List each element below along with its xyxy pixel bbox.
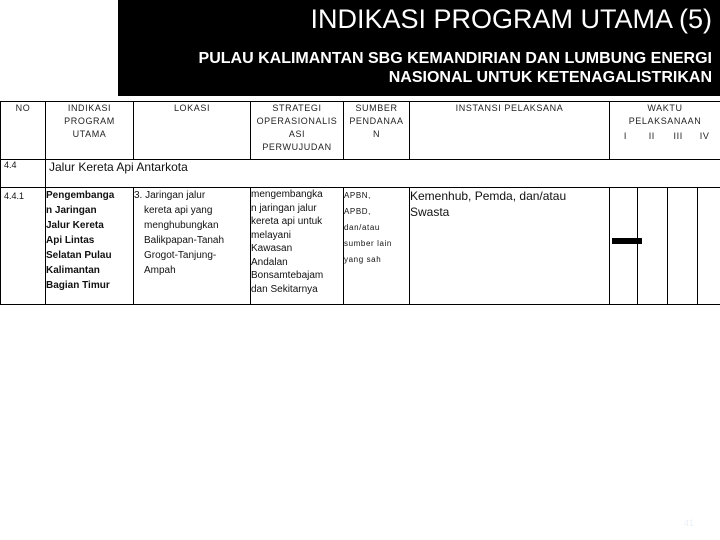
header-lokasi: LOKASI [134,102,251,160]
quarter-cell-iii [668,188,698,305]
table-header-row [1,102,720,160]
quarter-label: II [648,131,655,141]
header-instansi: INSTANSI PELAKSANA [410,102,610,160]
header-strategi: STRATEGI OPERASIONALIS ASI PERWUJUDAN [251,102,344,160]
page-subtitle [199,49,712,87]
schedule-bar [612,238,642,244]
row-instansi: Kemenhub, Pemda, dan/atau Swasta [410,188,610,305]
quarter-cell-iv [698,188,720,305]
section-row [1,160,720,188]
header-indikasi: INDIKASI PROGRAM UTAMA [46,102,134,160]
page-number: 41 [684,518,695,528]
header-waktu: WAKTU PELAKSANAAN I II III IV [610,102,720,160]
header-no: NO [1,102,46,160]
row-indikasi: Pengembanga n Jaringan Jalur Kereta Api Lintas Selatan Pulau Kalimantan Bagian Timur [46,188,134,305]
row-lokasi: 3. Jaringan jalur kereta api yang menghubungkan Balikpapan-Tanah Grogot-Tanjung- Ampah [134,188,251,305]
header-sumber: SUMBER PENDANAA N [344,102,410,160]
quarter-label: IV [699,131,710,141]
title-banner [118,0,720,96]
quarter-cell-ii [638,188,668,305]
subtitle-line-2: NASIONAL UNTUK KETENAGALISTRIKAN [388,69,712,86]
quarter-cell-i [610,188,638,305]
section-title: Jalur Kereta Api Antarkota [46,160,720,188]
program-table [0,101,720,305]
row-strategi: mengembangka n jaringan jalur kereta api untuk melayani Kawasan Andalan Bonsamtebajam dan Sekitarnya [251,188,344,305]
row-number: 4.4.1 [1,188,46,305]
page-title: INDIKASI PROGRAM UTAMA (5) [310,4,712,34]
quarter-label: III [673,131,683,141]
row-sumber: APBN, APBD, dan/atau sumber lain yang sah [344,188,410,305]
section-number: 4.4 [1,160,46,188]
quarter-labels [610,130,720,143]
table-row [1,188,720,305]
subtitle-line-1: PULAU KALIMANTAN SBG KEMANDIRIAN DAN LUMBUNG ENERGI [198,50,712,67]
quarter-label: I [623,131,627,141]
